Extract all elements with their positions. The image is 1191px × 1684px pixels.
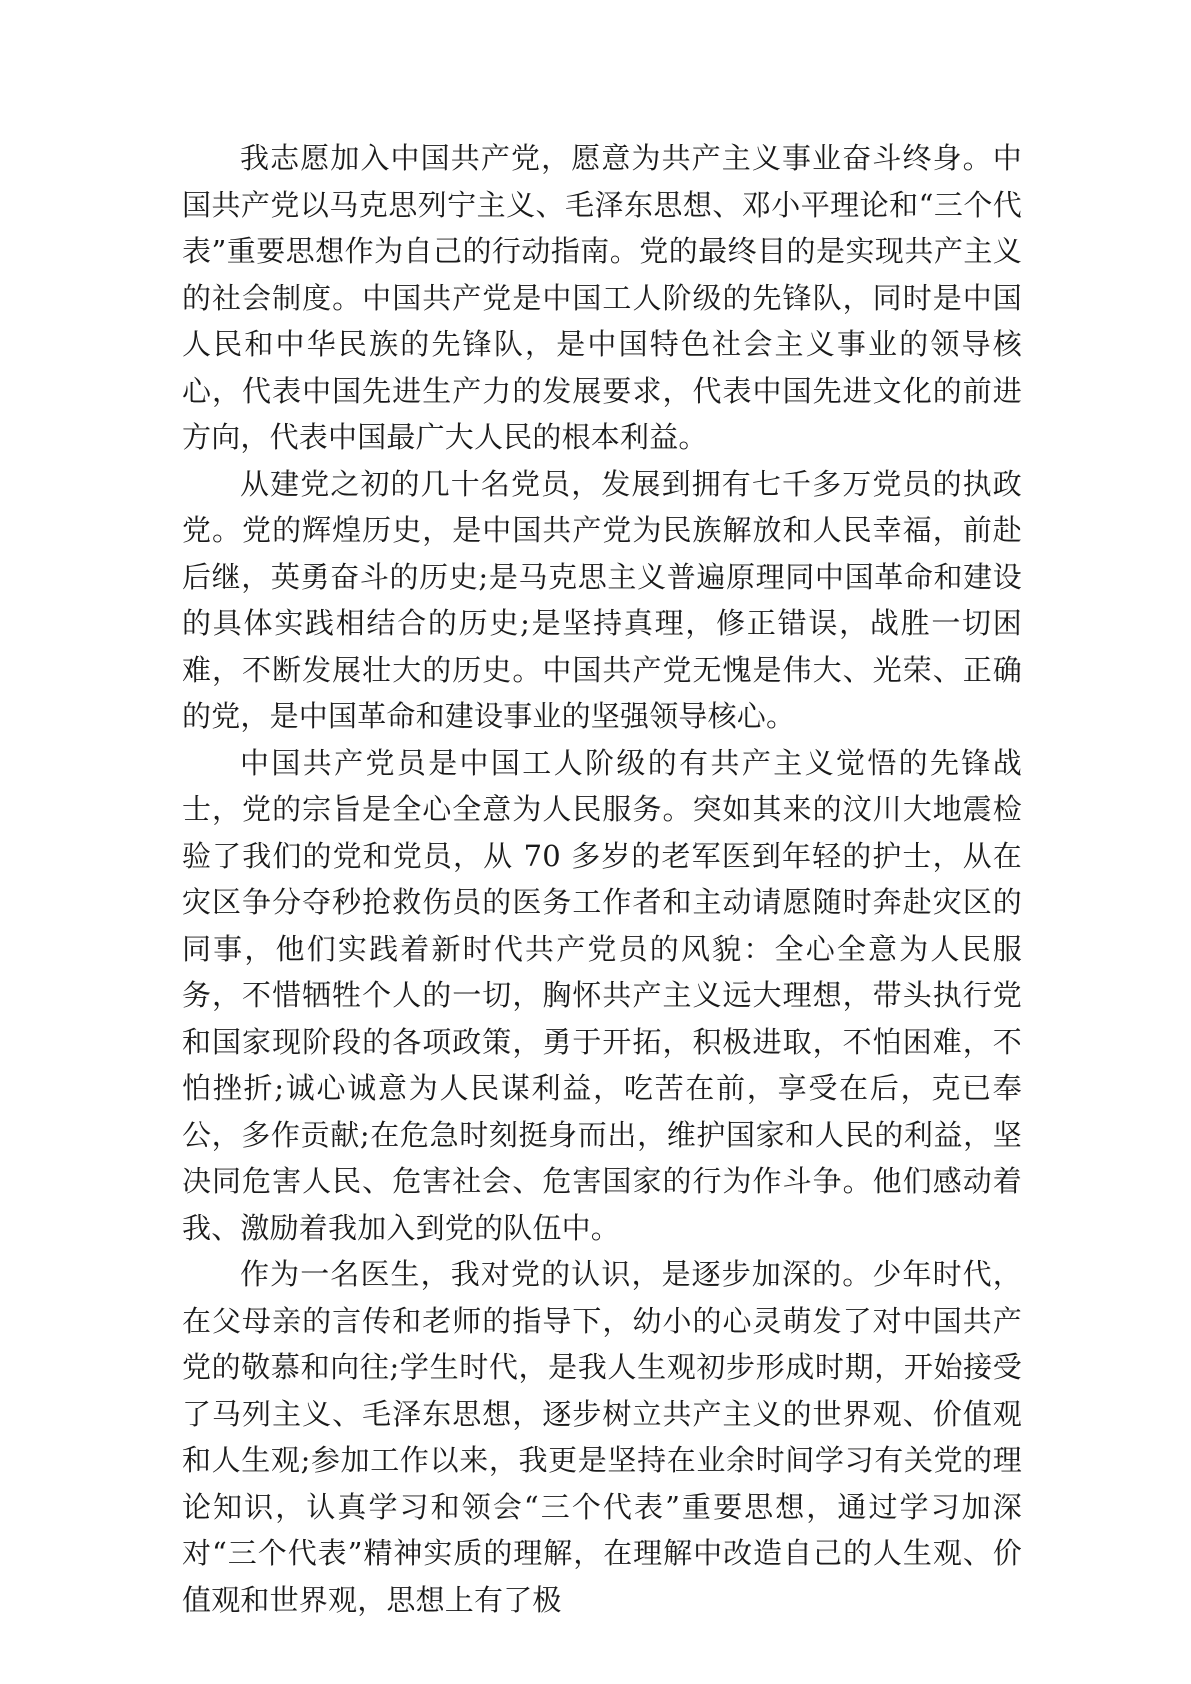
paragraph-2: 从建党之初的几十名党员，发展到拥有七千多万党员的执政党。党的辉煌历史，是中国共产党为民族解放和人民幸福，前赴后继，英勇奋斗的历史;是马克思主义普遍原理同中国革命和建设的具体实践相结合的历史;是坚持真理，修正错误，战胜一切困难，不断发展壮大的历史。中国共产党无愧是伟大、光荣、正确的党，是中国革命和建设事业的坚强领导核心。 [182,466,1022,733]
paragraph-4: 作为一名医生，我对党的认识，是逐步加深的。少年时代，在父母亲的言传和老师的指导下，幼小的心灵萌发了对中国共产党的敬慕和向往;学生时代，是我人生观初步形成时期，开始接受了马列主义、毛泽东思想，逐步树立共产主义的世界观、价值观和人生观;参加工作以来，我更是坚持在业余时间学习有关党的理论知识，认真学习和领会“三个代表”重要思想，通过学习加深对“三个代表”精神实质的理解，在理解中改造自己的人生观、价值观和世界观，思想上有了极 [182,1257,1022,1617]
paragraph-1: 我志愿加入中国共产党，愿意为共产主义事业奋斗终身。中国共产党以马克思列宁主义、毛泽东思想、邓小平理论和“三个代表”重要思想作为自己的行动指南。党的最终目的是实现共产主义的社会制度。中国共产党是中国工人阶级的先锋队，同时是中国人民和中华民族的先锋队，是中国特色社会主义事业的领导核心，代表中国先进生产力的发展要求，代表中国先进文化的前进方向，代表中国最广大人民的根本利益。 [182,141,1022,454]
paragraph-3: 中国共产党员是中国工人阶级的有共产主义觉悟的先锋战士，党的宗旨是全心全意为人民服务。突如其来的汶川大地震检验了我们的党和党员，从 70 多岁的老军医到年轻的护士，从在灾区争分夺秒抢救伤员的医务工作者和主动请愿随时奔赴灾区的同事，他们实践着新时代共产党员的风貌：全心全意为人民服务，不惜牺牲个人的一切，胸怀共产主义远大理想，带头执行党和国家现阶段的各项政策，勇于开拓，积极进取，不怕困难，不怕挫折;诚心诚意为人民谋利益，吃苦在前，享受在后，克已奉公，多作贡献;在危急时刻挺身而出，维护国家和人民的利益，坚决同危害人民、危害社会、危害国家的行为作斗争。他们感动着我、激励着我加入到党的队伍中。 [182,745,1022,1245]
document-body [182,135,1022,1623]
